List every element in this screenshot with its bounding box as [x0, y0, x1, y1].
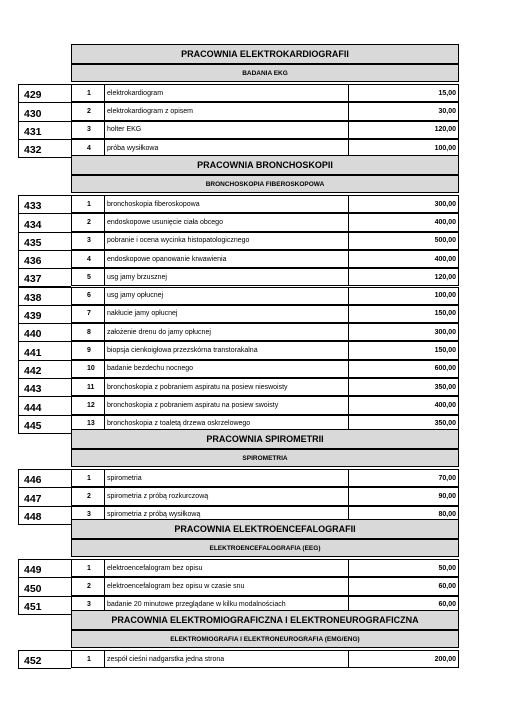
service-number: 446	[18, 469, 71, 488]
row-index: 3	[71, 121, 104, 139]
service-price: 400,00	[348, 396, 459, 414]
service-name: bronchoskopia z pobraniem aspiratu na posiew swoisty	[104, 396, 348, 414]
table-row	[0, 305, 509, 323]
service-price: 400,00	[348, 213, 459, 231]
service-name: badanie bezdechu nocnego	[104, 360, 348, 378]
table-row	[0, 250, 509, 268]
table-row	[0, 341, 509, 359]
service-price: 300,00	[348, 195, 459, 213]
service-number: 451	[18, 596, 71, 615]
service-price: 300,00	[348, 323, 459, 341]
table-row	[0, 650, 509, 668]
table-row	[0, 84, 509, 102]
service-number: 436	[18, 250, 71, 269]
service-price: 600,00	[348, 360, 459, 378]
section-subtitle: BADANIA EKG	[71, 64, 459, 82]
service-number: 433	[18, 195, 71, 214]
row-index: 4	[71, 139, 104, 157]
service-number: 440	[18, 323, 71, 342]
service-price: 60,00	[348, 577, 459, 595]
service-name: próba wysiłkowa	[104, 139, 348, 157]
service-name: spirometria z próbą wysiłkową	[104, 506, 348, 524]
service-name: holter EKG	[104, 121, 348, 139]
service-number: 438	[18, 287, 71, 306]
row-index: 4	[71, 250, 104, 268]
service-number: 429	[18, 84, 71, 103]
service-price: 350,00	[348, 378, 459, 396]
row-index: 13	[71, 415, 104, 433]
service-price: 120,00	[348, 121, 459, 139]
row-index: 3	[71, 596, 104, 614]
row-index: 1	[71, 195, 104, 213]
service-number: 443	[18, 378, 71, 397]
service-number: 448	[18, 506, 71, 525]
service-name: bronchoskopia z pobraniem aspiratu na posiew nieswoisty	[104, 378, 348, 396]
row-index: 7	[71, 305, 104, 323]
service-price: 80,00	[348, 506, 459, 524]
service-number: 435	[18, 232, 71, 251]
service-price: 400,00	[348, 250, 459, 268]
service-number: 439	[18, 305, 71, 324]
service-number: 434	[18, 213, 71, 232]
service-price: 60,00	[348, 596, 459, 614]
section-subtitle: BRONCHOSKOPIA FIBEROSKOPOWA	[71, 175, 459, 193]
section-subtitle: ELEKTROMIOGRAFIA I ELEKTRONEUROGRAFIA (EMG/ENG)	[71, 630, 459, 648]
row-index: 1	[71, 559, 104, 577]
row-index: 9	[71, 341, 104, 359]
service-price: 100,00	[348, 139, 459, 157]
row-index: 3	[71, 232, 104, 250]
service-name: nakłucie jamy opłucnej	[104, 305, 348, 323]
service-number: 444	[18, 396, 71, 415]
section-subtitle: SPIROMETRIA	[71, 449, 459, 467]
section-subtitle: ELEKTROENCEFALOGRAFIA (EEG)	[71, 539, 459, 557]
row-index: 1	[71, 84, 104, 102]
service-name: elektrokardiogram z opisem	[104, 102, 348, 120]
service-name: biopsja cienkoigłowa przezskórna transtorakalna	[104, 341, 348, 359]
service-number: 447	[18, 487, 71, 506]
table-row	[0, 323, 509, 341]
service-name: badanie 20 minutowe przeglądane w kilku modalnościach	[104, 596, 348, 614]
service-price: 15,00	[348, 84, 459, 102]
table-row	[0, 559, 509, 577]
service-number: 442	[18, 360, 71, 379]
table-row	[0, 469, 509, 487]
table-row	[0, 577, 509, 595]
service-number: 450	[18, 577, 71, 596]
service-number: 452	[18, 650, 71, 669]
service-name: elektroencefalogram bez opisu	[104, 559, 348, 577]
table-row	[0, 195, 509, 213]
service-price: 90,00	[348, 487, 459, 505]
table-row	[0, 378, 509, 396]
service-number: 441	[18, 341, 71, 360]
row-index: 2	[71, 577, 104, 595]
row-index: 2	[71, 213, 104, 231]
service-number: 445	[18, 415, 71, 434]
table-row	[0, 232, 509, 250]
table-row	[0, 268, 509, 286]
row-index: 12	[71, 396, 104, 414]
service-name: bronchoskopia fiberoskopowa	[104, 195, 348, 213]
service-price: 150,00	[348, 305, 459, 323]
row-index: 1	[71, 650, 104, 668]
service-name: pobranie i ocena wycinka histopatologicznego	[104, 232, 348, 250]
table-row	[0, 213, 509, 231]
service-price: 50,00	[348, 559, 459, 577]
service-price: 500,00	[348, 232, 459, 250]
service-name: usg jamy brzusznej	[104, 268, 348, 286]
service-price: 70,00	[348, 469, 459, 487]
service-price: 200,00	[348, 650, 459, 668]
service-name: endoskopowe opanowanie krwawienia	[104, 250, 348, 268]
row-index: 10	[71, 360, 104, 378]
service-name: zespół cieśni nadgarstka jedna strona	[104, 650, 348, 668]
table-row	[0, 287, 509, 305]
service-name: elektrokardiogram	[104, 84, 348, 102]
service-price: 350,00	[348, 415, 459, 433]
section-title: PRACOWNIA BRONCHOSKOPII	[71, 155, 459, 175]
row-index: 1	[71, 469, 104, 487]
row-index: 8	[71, 323, 104, 341]
service-price: 100,00	[348, 287, 459, 305]
service-number: 430	[18, 102, 71, 121]
service-price: 150,00	[348, 341, 459, 359]
table-row	[0, 102, 509, 120]
table-row	[0, 360, 509, 378]
service-name: założenie drenu do jamy opłucnej	[104, 323, 348, 341]
section-title: PRACOWNIA ELEKTROENCEFALOGRAFII	[71, 519, 459, 539]
section-title: PRACOWNIA ELEKTROMIOGRAFICZNA I ELEKTRONEUROGRAFICZNA	[71, 610, 459, 630]
table-row	[0, 487, 509, 505]
service-name: usg jamy opłucnej	[104, 287, 348, 305]
row-index: 2	[71, 102, 104, 120]
row-index: 2	[71, 487, 104, 505]
service-number: 437	[18, 268, 71, 287]
service-price: 30,00	[348, 102, 459, 120]
table-row	[0, 396, 509, 414]
row-index: 3	[71, 506, 104, 524]
table-row	[0, 121, 509, 139]
service-number: 432	[18, 139, 71, 158]
service-name: bronchoskopia z toaletą drzewa oskrzelowego	[104, 415, 348, 433]
section-title: PRACOWNIA SPIROMETRII	[71, 429, 459, 449]
row-index: 6	[71, 287, 104, 305]
service-name: spirometria z próbą rozkurczową	[104, 487, 348, 505]
section-title: PRACOWNIA ELEKTROKARDIOGRAFII	[71, 44, 459, 64]
service-number: 431	[18, 121, 71, 140]
service-name: elektroencefalogram bez opisu w czasie snu	[104, 577, 348, 595]
service-number: 449	[18, 559, 71, 578]
service-name: spirometria	[104, 469, 348, 487]
service-name: endoskopowe usunięcie ciała obcego	[104, 213, 348, 231]
row-index: 11	[71, 378, 104, 396]
row-index: 5	[71, 268, 104, 286]
service-price: 120,00	[348, 268, 459, 286]
